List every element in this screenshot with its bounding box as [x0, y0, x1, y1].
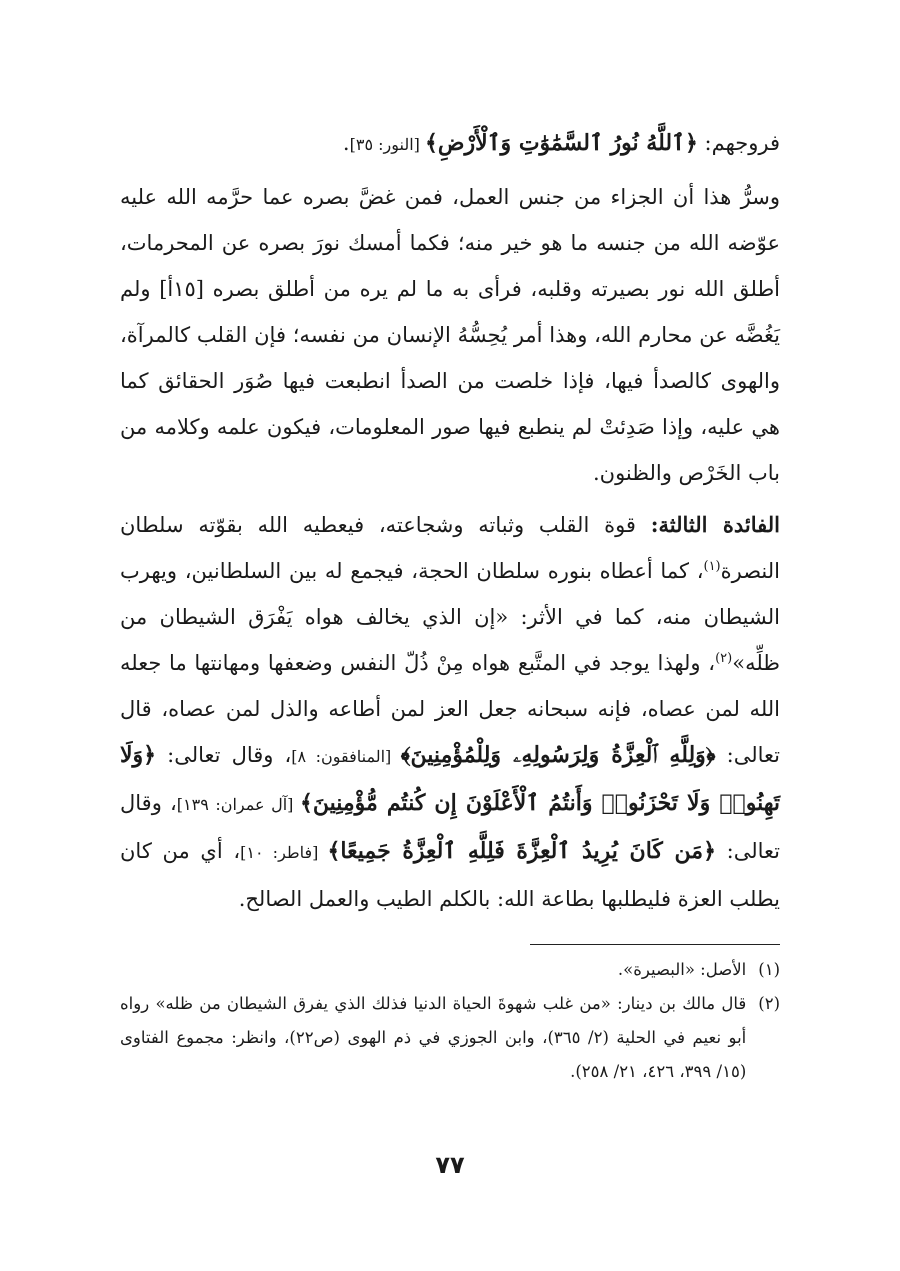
quran-verse: ﴿مَن كَانَ يُرِيدُ ٱلْعِزَّةَ فَلِلَّهِ ٱلْعِزَّةُ جَمِيعًا﴾	[327, 838, 716, 864]
verse-reference: [فاطر: ١٠]	[240, 843, 328, 862]
page-number: ٧٧	[435, 1151, 465, 1179]
body-text: فروجهم:	[697, 131, 780, 155]
footnote-number: (١)	[758, 960, 780, 979]
footnote-number: (٢)	[758, 994, 780, 1013]
footnote-marker: (٢)	[715, 651, 733, 666]
paragraph	[120, 120, 780, 168]
verse-reference: [النور: ٣٥]	[349, 135, 425, 154]
body-text: ، ولهذا يوجد في المتَّبع هواه مِنْ ذُلّ النفس وضعفها ومهانتها ما جعله الله لمن عصاه، فإنه سبحانه جعل العز لمن أطاعه والذل لمن عصاه، قال تعالى:	[120, 651, 780, 767]
quran-verse: ﴿ٱللَّهُ نُورُ ٱلسَّمَٰوَٰتِ وَٱلْأَرْضِ﴾	[425, 130, 698, 156]
verse-reference: [آل عمران: ١٣٩]	[176, 795, 300, 814]
body-text: وسرُّ هذا أن الجزاء من جنس العمل، فمن غضَّ بصره عما حرَّمه الله عليه عوّضه الله من جنسه ما هو خير منه؛ فكما أمسك نورَ بصره عن المحرمات، أطلق الله نور بصيرته وقلبه، فرأى به ما لم يره من أطلق بصره [١٥أ] ولم يَغُضَّه عن محارم الله، وهذا أمر يُحِسُّهُ الإنسان من نفسه؛ فإن القلب كالمرآة، والهوى كالصدأ فيها، فإذا خلصت من الصدأ انطبعت فيها صُوَر الحقائق كما هي عليه، وإذا صَدِئتْ لم ينطبع فيها صور المعلومات، فيكون علمه وكلامه من باب الخَرْص والظنون.	[120, 185, 781, 485]
page-body	[120, 120, 780, 1211]
body-text: ، وقال تعالى:	[156, 743, 292, 767]
paragraph	[120, 502, 780, 922]
quran-verse: ﴿وَلِلَّهِ ٱلْعِزَّةُ وَلِرَسُولِهِۦ وَلِلْمُؤْمِنِينَ﴾	[400, 742, 716, 768]
body-text: ، وقال تعالى:	[120, 791, 781, 863]
footnote-text: قال مالك بن دينار: «من غلب شهوةَ الحياة الدنيا فذلك الذي يفرق الشيطان من ظله» رواه أبو نعيم في الحلية (٢/ ٣٦٥)، وابن الجوزي في ذم الهوى (ص٢٢)، وانظر: مجموع الفتاوى (١٥/ ٣٩٩، ٤٢٦، ٢١/ ٢٥٨).	[120, 994, 747, 1081]
footnote-text: الأصل: «البصيرة».	[617, 960, 747, 979]
footnote-item	[120, 953, 780, 987]
verse-reference: [المنافقون: ٨]	[291, 747, 401, 766]
paragraph	[120, 174, 780, 496]
footnote-item	[120, 987, 780, 1089]
footnote-divider	[530, 944, 780, 945]
body-text: ، أي من كان يطلب العزة فليطلبها بطاعة الله: بالكلم الطيب والعمل الصالح.	[120, 839, 780, 911]
body-text: قوة القلب وثباته وشجاعته، فيعطيه الله بقوّته سلطان النصرة	[120, 513, 780, 583]
quran-verse: ﴿وَلَا تَهِنُوا۟ وَلَا تَحْزَنُوا۟ وَأَنتُمُ ٱلْأَعْلَوْنَ إِن كُنتُم مُّؤْمِنِينَ﴾	[120, 742, 780, 816]
footnote-marker: (١)	[703, 559, 721, 574]
footnotes	[120, 953, 780, 1089]
section-lead: الفائدة الثالثة:	[650, 512, 780, 537]
body-text: .	[342, 131, 350, 155]
main-text	[120, 120, 780, 922]
body-text: ، كما أعطاه بنوره سلطان الحجة، فيجمع له بين السلطانين، ويهرب الشيطان منه، كما في الأثر: «إن الذي يخالف هواه يَفْرَق الشيطان من ظلِّه»	[120, 559, 780, 675]
